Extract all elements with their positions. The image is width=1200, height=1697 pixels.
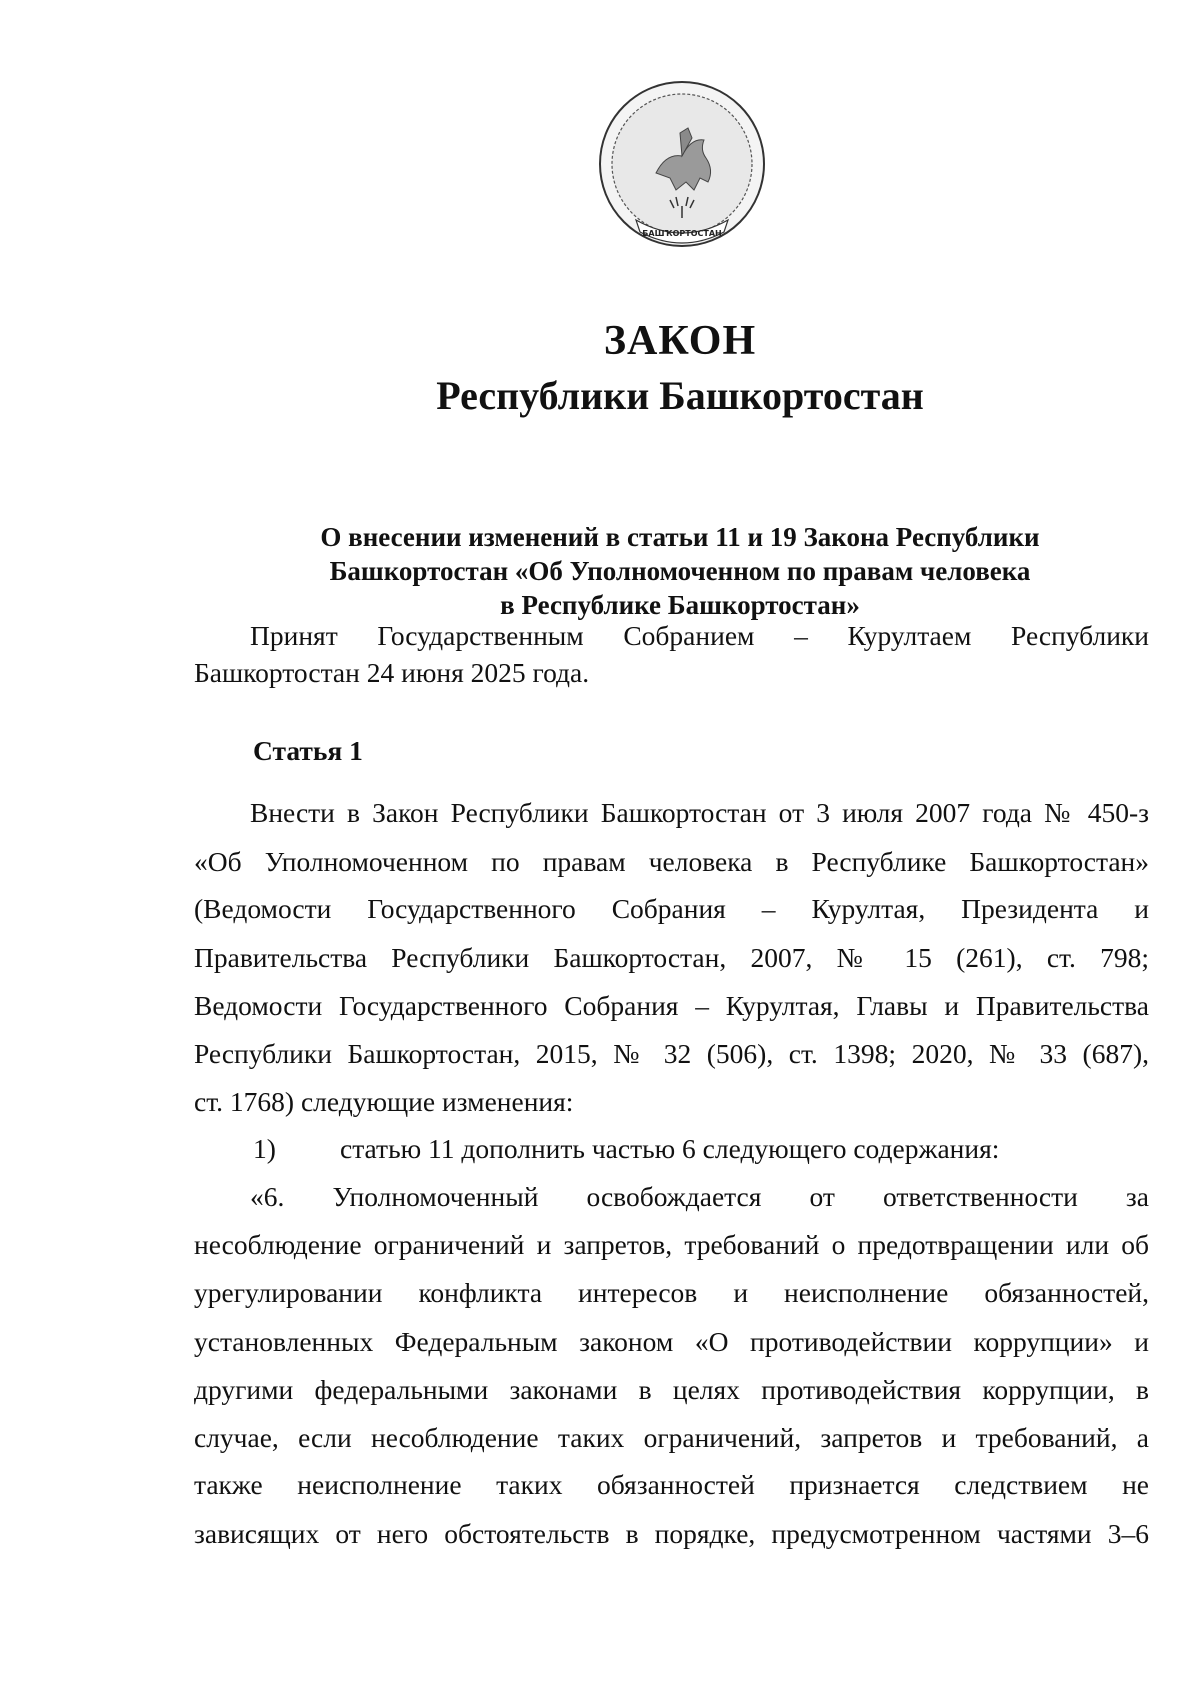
quote-line: другими федеральными законами в целях противодействия коррупции, в: [194, 1374, 1149, 1405]
article-heading: Статья 1: [253, 735, 363, 766]
article-intro-line: Правительства Республики Башкортостан, 2007, № 15 (261), ст. 798;: [194, 942, 1149, 973]
article-intro-line: «Об Уполномоченном по правам человека в Республике Башкортостан»: [194, 846, 1149, 877]
quote-line: «6. Уполномоченный освобождается от ответственности за: [250, 1181, 1149, 1212]
list-item-number: 1): [253, 1133, 276, 1164]
quote-line: несоблюдение ограничений и запретов, требований о предотвращении или об: [194, 1229, 1149, 1260]
subject-line: О внесении изменений в статьи 11 и 19 Закона Республики: [320, 522, 1040, 552]
quote-line: установленных Федеральным законом «О противодействии коррупции» и: [194, 1326, 1149, 1357]
quote-line: урегулировании конфликта интересов и неисполнение обязанностей,: [194, 1277, 1149, 1308]
article-intro-line: Ведомости Государственного Собрания – Курултая, Главы и Правительства: [194, 990, 1149, 1021]
quote-line: также неисполнение таких обязанностей признается следствием не: [194, 1469, 1149, 1500]
article-intro-line: ст. 1768) следующие изменения:: [194, 1086, 574, 1117]
document-subtitle: Республики Башкортостан: [436, 373, 924, 418]
list-item-text: статью 11 дополнить частью 6 следующего содержания:: [340, 1133, 1000, 1164]
document-title: ЗАКОН: [603, 318, 757, 364]
quote-line: случае, если несоблюдение таких ограничений, запретов и требований, а: [194, 1422, 1149, 1453]
adoption-line: Башкортостан 24 июня 2025 года.: [194, 657, 590, 688]
article-intro-line: Республики Башкортостан, 2015, № 32 (506), ст. 1398; 2020, № 33 (687),: [194, 1038, 1149, 1069]
adoption-line: Принят Государственным Собранием – Курултаем Республики: [250, 620, 1149, 651]
subject-line: Башкортостан «Об Уполномоченном по правам человека: [329, 556, 1031, 586]
subject-line: в Республике Башкортостан»: [500, 590, 860, 620]
article-intro-line: Внести в Закон Республики Башкортостан от 3 июля 2007 года № 450-з: [250, 797, 1149, 828]
bashkortostan-emblem-icon: [596, 78, 768, 250]
emblem-ribbon-text: БАШҠОРТОСТАН: [642, 229, 722, 238]
article-intro-line: (Ведомости Государственного Собрания – Курултая, Президента и: [194, 893, 1149, 924]
law-subject: [260, 520, 1100, 622]
quote-line: зависящих от него обстоятельств в порядке, предусмотренном частями 3–6: [194, 1518, 1149, 1549]
